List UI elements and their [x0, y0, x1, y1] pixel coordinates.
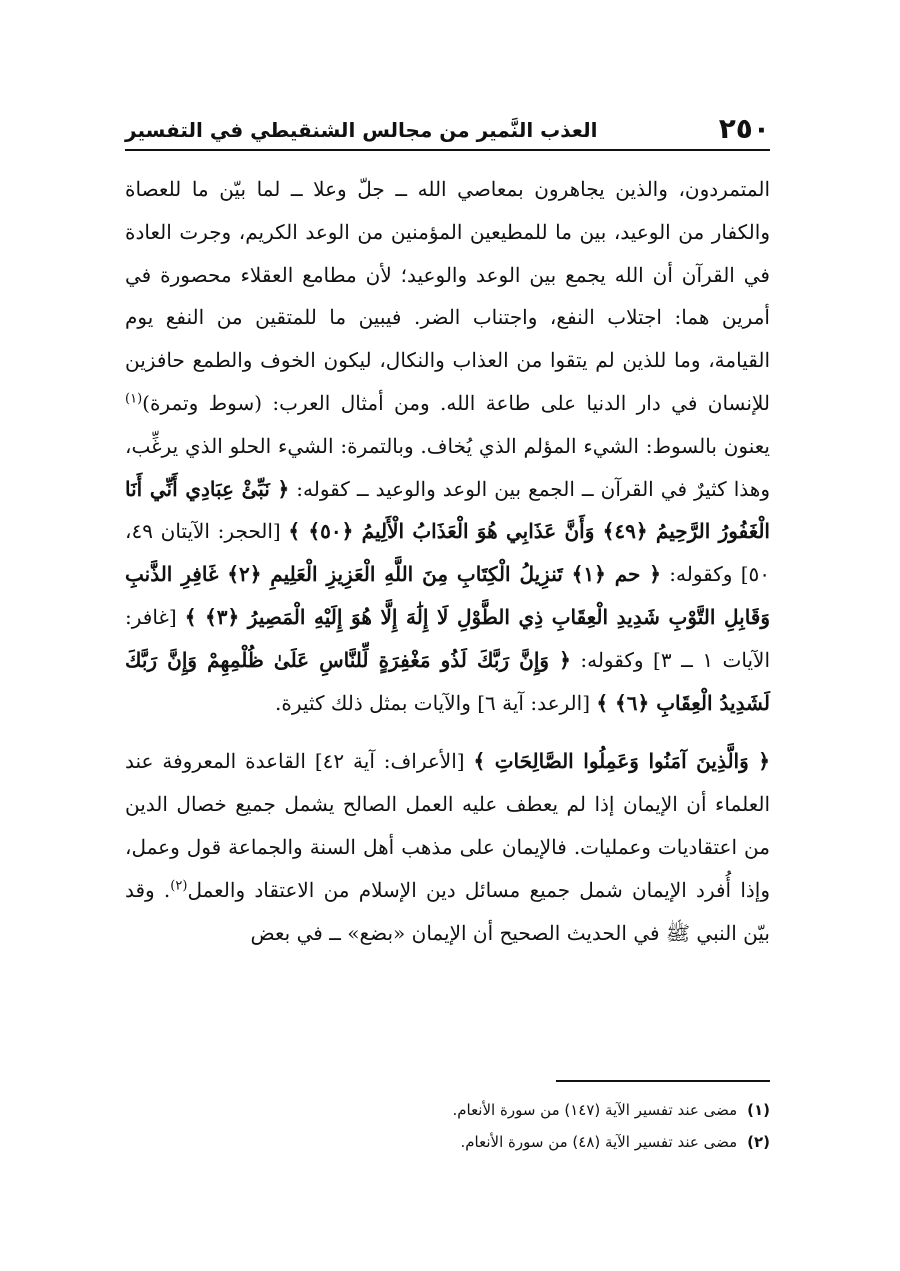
verse-citation: [الحجر: الآيتان ٤٩، ٥٠] وكقوله: [125, 519, 771, 587]
verse-citation: [الرعد: آية ٦] والآيات بمثل ذلك كثيرة. [275, 690, 597, 715]
quran-verse: ﴿ وَالَّذِينَ آمَنُوا وَعَمِلُوا الصَّالِحَاتِ ﴾ [473, 749, 770, 774]
header-divider [125, 149, 770, 151]
text-run: المتمردون، والذين يجاهرون بمعاصي الله ــ جلّ وعلا ــ لما بيّن ما للعصاة والكفار من الوعيد، بين ما للمطيعين المؤمنين من الوعد الكريم، وجرت العادة في القرآن أن الله يجمع بين الوعد والوعيد؛ لأن مطامع العقلاء محصورة في أمرين هما: اجتلاب النفع، واجتناب الضر. فيبين ما للمتقين من النفع يوم القيامة، وما للذين لم يتقوا من العذاب والنكال، ليكون الخوف والطمع حافزين للإنسان في دار الدنيا على طاعة الله. ومن أمثال العرب: (سوط وتمرة) [125, 177, 770, 415]
book-title: العذب النَّمير من مجالس الشنقيطي في التفسير [125, 118, 598, 142]
page-number: ٢٥٠ [718, 112, 770, 145]
text-run: . وقد بيّن النبي ﷺ في الحديث الصحيح أن الإيمان «بضع» ــ في بعض [125, 877, 770, 945]
footnote-text: مضى عند تفسير الآية (٤٨) من سورة الأنعام. [460, 1133, 738, 1151]
footnote-text: مضى عند تفسير الآية (١٤٧) من سورة الأنعام. [452, 1101, 738, 1119]
footnote-reference-2: (٢) [170, 878, 188, 894]
main-text [125, 168, 770, 954]
page-header [125, 112, 770, 146]
footnotes [125, 1094, 770, 1158]
quran-verse: ﴿ نَبِّئْ عِبَادِي أَنِّي أَنَا الْغَفُورُ الرَّحِيمُ ﴿٤٩﴾ وَأَنَّ عَذَابِي هُوَ الْعَذَابُ الْأَلِيمُ ﴿٥٠﴾ ﴾ [125, 476, 770, 544]
quran-verse: ﴿ وَإِنَّ رَبَّكَ لَذُو مَغْفِرَةٍ لِّلنَّاسِ عَلَىٰ ظُلْمِهِمْ وَإِنَّ رَبَّكَ لَشَدِيدُ الْعِقَابِ ﴿٦﴾ ﴾ [125, 647, 770, 715]
footnote-1 [125, 1094, 770, 1126]
verse-citation: [غافر: الآيات ١ ــ ٣] وكقوله: [125, 604, 771, 672]
text-run: [الأعراف: آية ٤٢] القاعدة المعروفة عند العلماء أن الإيمان إذا لم يعطف عليه العمل الصالح يشمل جميع خصال الدين من اعتقاديات وعمليات. فالإيمان على مذهب أهل السنة والجماعة قول وعمل، وإذا أُفرد الإيمان شمل جميع مسائل دين الإسلام من الاعتقاد والعمل [125, 749, 770, 902]
footnote-2 [125, 1126, 770, 1158]
quran-verse: ﴿ حم ﴿١﴾ تَنزِيلُ الْكِتَابِ مِنَ اللَّهِ الْعَزِيزِ الْعَلِيمِ ﴿٢﴾ غَافِرِ الذَّنبِ وَقَابِلِ التَّوْبِ شَدِيدِ الْعِقَابِ ذِي الطَّوْلِ لَا إِلَٰهَ إِلَّا هُوَ إِلَيْهِ الْمَصِيرُ ﴿٣﴾ ﴾ [125, 562, 771, 629]
text-run: يعنون بالسوط: الشيء المؤلم الذي يُخاف. وبالتمرة: الشيء الحلو الذي يرغِّب، وهذا كثيرٌ في القرآن ــ الجمع بين الوعد والوعيد ــ كقوله: [125, 433, 770, 501]
footnote-divider [556, 1080, 770, 1082]
paragraph-2 [125, 740, 770, 954]
footnote-number: (١) [747, 1101, 770, 1119]
paragraph-1 [125, 168, 770, 724]
footnote-reference-1: (١) [125, 391, 143, 407]
footnote-number: (٢) [747, 1133, 770, 1151]
